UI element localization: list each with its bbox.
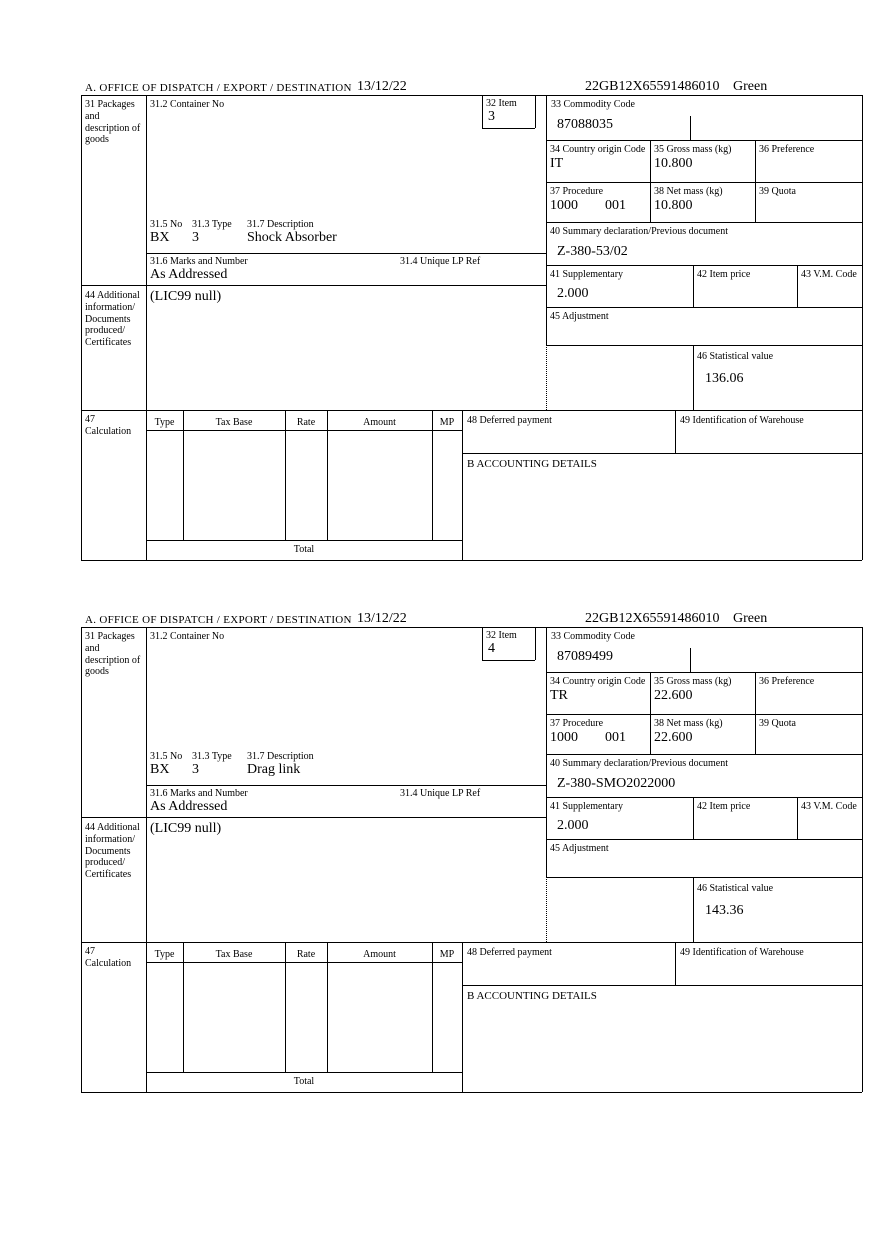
box46-left-border [693,877,694,942]
goods-description-value: Drag link [247,762,301,777]
commodity-code-value: 87089499 [557,649,613,664]
box39-quota-label: 39 Quota [759,186,796,197]
statistical-value: 136.06 [705,371,744,386]
column-header-rate: Rate [296,417,316,428]
table-header-bottom-border [146,962,462,963]
item-number-value: 4 [488,641,495,656]
table-header-bottom-border [146,430,462,431]
package-type-value: 3 [192,230,199,245]
column-header-mp: MP [439,417,455,428]
form-top-border [81,95,862,96]
box46-statistical-value-label: 46 Statistical value [697,883,774,894]
marks-and-number-value: As Addressed [150,267,228,282]
grid-line [462,453,862,454]
declaration-item-section [0,610,882,1142]
box31-7-description-label: 31.7 Description [247,219,314,230]
box37-procedure-label: 37 Procedure [550,718,604,729]
declaration-reference-value: 22GB12X65591486010 [585,79,720,94]
box44-additional-information-label: 44 Additional information/ Documents produced/ Certificates [85,822,140,881]
box38-net-mass-label: 38 Net mass (kg) [654,186,723,197]
box35-gross-mass-label: 35 Gross mass (kg) [654,144,732,155]
column-header-type: Type [154,417,175,428]
column-header-amount: Amount [363,417,396,428]
grid-line [546,307,862,308]
additional-information-value: (LIC99 null) [150,821,222,836]
grid-line [546,877,862,878]
box31-5-no-label: 31.5 No [150,751,183,762]
supplementary-value: 2.000 [557,818,589,833]
grid-line [546,222,862,223]
box47-calculation-label: 47 Calculation [85,414,132,437]
table-total-label: Total [293,1076,315,1087]
net-mass-value: 10.800 [654,198,693,213]
column-header-type: Type [154,949,175,960]
marks-and-number-value: As Addressed [150,799,228,814]
grid-line [81,817,546,818]
procedure-value: 1000 [550,198,578,213]
grid-line [675,942,676,985]
box40-summary-declaration-label: 40 Summary declaration/Previous document [550,226,729,237]
declaration-item-section [0,78,882,610]
box31-7-description-label: 31.7 Description [247,751,314,762]
box40-summary-declaration-label: 40 Summary declaration/Previous document [550,758,729,769]
form-right-border [862,627,863,1092]
grid-line [693,797,694,839]
box41-supplementary-label: 41 Supplementary [550,269,624,280]
declaration-reference-value: 22GB12X65591486010 [585,611,720,626]
box39-quota-label: 39 Quota [759,718,796,729]
box31-packages-label: 31 Packages and description of goods [85,631,141,678]
table-total-label: Total [293,544,315,555]
routing-status-value: Green [733,611,768,626]
box45-adjustment-label: 45 Adjustment [550,843,609,854]
box42-item-price-label: 42 Item price [697,269,751,280]
box31-packages-label: 31 Packages and description of goods [85,99,141,146]
previous-document-value: Z-380-53/02 [557,244,628,259]
grid-line [797,797,798,839]
box36-preference-label: 36 Preference [759,144,815,155]
box33-bottom-border [546,672,862,673]
net-mass-value: 22.600 [654,730,693,745]
box48-deferred-payment-label: 48 Deferred payment [467,415,552,426]
section-b-accounting-details-label: B ACCOUNTING DETAILS [467,990,597,1002]
grid-line [546,797,862,798]
box32-item-label: 32 Item [486,630,517,641]
column-header-rate: Rate [296,949,316,960]
box37-procedure-label: 37 Procedure [550,186,604,197]
box31-5-no-label: 31.5 No [150,219,183,230]
grid-line [755,672,756,754]
grid-line [81,285,546,286]
box31-2-container-label: 31.2 Container No [150,631,225,642]
box31-6-marks-label: 31.6 Marks and Number [150,256,248,267]
grid-line [546,714,862,715]
box32-left-border [482,627,483,660]
office-of-dispatch-header: A. OFFICE OF DISPATCH / EXPORT / DESTINATION [85,82,352,94]
section-b-accounting-details-label: B ACCOUNTING DETAILS [467,458,597,470]
box33-commodity-label: 33 Commodity Code [551,99,635,110]
commodity-code-tick-line [690,116,691,140]
procedure-code-value: 001 [605,198,626,213]
office-of-dispatch-header: A. OFFICE OF DISPATCH / EXPORT / DESTINATION [85,614,352,626]
previous-document-value: Z-380-SMO2022000 [557,776,676,791]
gross-mass-value: 22.600 [654,688,693,703]
grid-line [675,410,676,453]
box46-left-border [693,345,694,410]
form-top-border [81,627,862,628]
box34-country-label: 34 Country origin Code [550,144,646,155]
grid-line [546,754,862,755]
table-total-top-border [146,1072,462,1073]
additional-information-value: (LIC99 null) [150,289,222,304]
country-origin-value: IT [550,156,564,171]
box46-statistical-value-label: 46 Statistical value [697,351,774,362]
box32-bottom-border [482,128,535,129]
box35-gross-mass-label: 35 Gross mass (kg) [654,676,732,687]
grid-line [462,985,862,986]
column-header-tax-base: Tax Base [215,417,253,428]
grid-line [146,785,546,786]
column-header-mp: MP [439,949,455,960]
box41-supplementary-label: 41 Supplementary [550,801,624,812]
box42-item-price-label: 42 Item price [697,801,751,812]
box49-warehouse-label: 49 Identification of Warehouse [680,415,804,426]
grid-line [81,942,862,943]
box32-right-border [535,95,536,128]
form-left-border [81,95,82,560]
box49-warehouse-label: 49 Identification of Warehouse [680,947,804,958]
statistical-value: 143.36 [705,903,744,918]
box38-net-mass-label: 38 Net mass (kg) [654,718,723,729]
box32-left-border [482,95,483,128]
box36-preference-label: 36 Preference [759,676,815,687]
form-bottom-border [81,1092,862,1093]
box32-right-border [535,627,536,660]
procedure-value: 1000 [550,730,578,745]
table-right-border [462,410,463,560]
package-type-value: 3 [192,762,199,777]
box33-commodity-label: 33 Commodity Code [551,631,635,642]
box31-6-marks-label: 31.6 Marks and Number [150,788,248,799]
package-no-value: BX [150,762,170,777]
gross-mass-value: 10.800 [654,156,693,171]
box32-item-label: 32 Item [486,98,517,109]
grid-line [755,140,756,222]
grid-line [546,265,862,266]
commodity-code-value: 87088035 [557,117,613,132]
grid-line [546,345,862,346]
grid-line [650,140,651,222]
column-header-amount: Amount [363,949,396,960]
routing-status-value: Green [733,79,768,94]
box43-vm-code-label: 43 V.M. Code [801,269,857,280]
grid-line [546,839,862,840]
statistical-value-dotted-divider [546,877,547,942]
form-right-border [862,95,863,560]
box31-3-type-label: 31.3 Type [192,751,232,762]
commodity-code-tick-line [690,648,691,672]
dispatch-date-value: 13/12/22 [357,79,407,94]
grid-line [650,672,651,754]
procedure-code-value: 001 [605,730,626,745]
grid-line [693,265,694,307]
goods-description-value: Shock Absorber [247,230,337,245]
box43-vm-code-label: 43 V.M. Code [801,801,857,812]
grid-line [146,253,546,254]
grid-line [797,265,798,307]
statistical-value-dotted-divider [546,345,547,410]
table-right-border [462,942,463,1092]
column-header-tax-base: Tax Base [215,949,253,960]
dispatch-date-value: 13/12/22 [357,611,407,626]
package-no-value: BX [150,230,170,245]
table-total-top-border [146,540,462,541]
box31-2-container-label: 31.2 Container No [150,99,225,110]
form-bottom-border [81,560,862,561]
box31-4-unique-lp-ref-label: 31.4 Unique LP Ref [400,788,481,799]
box31-4-unique-lp-ref-label: 31.4 Unique LP Ref [400,256,481,267]
supplementary-value: 2.000 [557,286,589,301]
form-left-border [81,627,82,1092]
country-origin-value: TR [550,688,568,703]
left-column-divider [146,627,147,1092]
box33-bottom-border [546,140,862,141]
box31-3-type-label: 31.3 Type [192,219,232,230]
grid-line [81,410,862,411]
box34-country-label: 34 Country origin Code [550,676,646,687]
box47-calculation-label: 47 Calculation [85,946,132,969]
box32-bottom-border [482,660,535,661]
box45-adjustment-label: 45 Adjustment [550,311,609,322]
grid-line [546,182,862,183]
left-column-divider [146,95,147,560]
item-number-value: 3 [488,109,495,124]
box48-deferred-payment-label: 48 Deferred payment [467,947,552,958]
box44-additional-information-label: 44 Additional information/ Documents produced/ Certificates [85,290,140,349]
